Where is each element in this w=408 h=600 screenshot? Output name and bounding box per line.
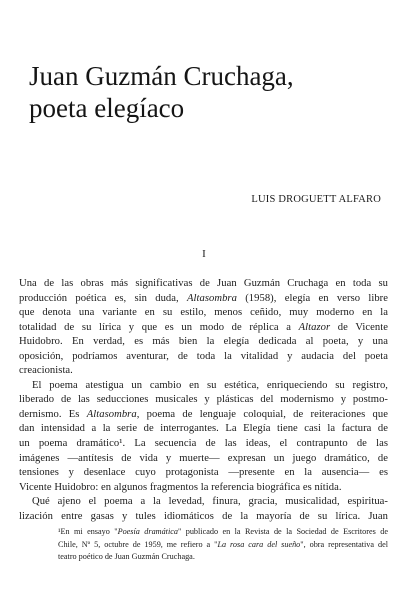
text-line: que denota una variante en su estilo, menos ceñido, muy moderno en la — [19, 307, 388, 319]
author-byline: LUIS DROGUETT ALFARO — [251, 194, 381, 205]
text-line: producción poética es, sin duda, Altasombra (1958), elegía en verso libre — [19, 292, 388, 304]
title-line-2: poeta elegíaco — [29, 93, 185, 123]
body-text — [19, 277, 388, 524]
text-line: oposición, podríamos aventurar, de toda la vitalidad y audacia del poeta — [19, 350, 388, 362]
footnote-line: ¹En mi ensayo "Poesía dramática" publicado en la Revista de la Sociedad de Escritores de — [58, 527, 388, 536]
text-line: Huidobro. En verdad, es más bien la elegía dedicada al poeta, y una — [19, 336, 388, 348]
text-line: totalidad de su lírica y que es un modo de réplica a Altazor de Vicente — [19, 321, 388, 333]
text-line: El poema atestigua un cambio en su estética, enriqueciendo su registro, — [32, 379, 388, 391]
text-line: un poema dramático¹. La secuencia de las ideas, el contrapunto de las — [19, 438, 388, 450]
text-line: Vicente Huidobro: en algunos fragmentos la referencia biográfica es nítida. — [19, 481, 342, 493]
paragraph-3 — [19, 495, 388, 524]
text-line: Qué ajeno el poema a la levedad, finura, gracia, musicalidad, espiritua- — [32, 496, 388, 508]
text-line: liberado de las seducciones musicales y plásticas del modernismo y postmo- — [19, 394, 388, 406]
text-line: lización entre gasas y tules idiomáticos de la mayoría de su lírica. Juan — [19, 510, 388, 522]
text-line: dernismo. Es Altasombra, poema de lenguaje coloquial, de reiteraciones que — [19, 408, 388, 420]
text-line: tensiones y desenlace cuyo protagonista —presente en la ausencia— es — [19, 467, 388, 479]
article-title — [29, 60, 389, 124]
text-line: creacionista. — [19, 365, 73, 377]
title-line-1: Juan Guzmán Cruchaga, — [29, 61, 294, 91]
footnote-line: Chile, Nº 5, octubre de 1959, me refiero a "La rosa cara del sueño", obra representativa del — [58, 539, 388, 549]
text-line: Una de las obras más significativas de Juan Guzmán Cruchaga en toda su — [19, 278, 388, 289]
text-line: imágenes —antítesis de vida y muerte— expresan un juego dramático, de — [19, 452, 388, 464]
paragraph-2 — [19, 379, 388, 495]
footnote-line: teatro poético de Juan Guzmán Cruchaga. — [58, 552, 195, 561]
text-line: dan intensidad a la serie de interrogantes. La Elegía tiene casi la factura de — [19, 423, 388, 435]
paragraph-1 — [19, 277, 388, 379]
footnote — [58, 526, 388, 564]
section-number: I — [202, 248, 206, 260]
